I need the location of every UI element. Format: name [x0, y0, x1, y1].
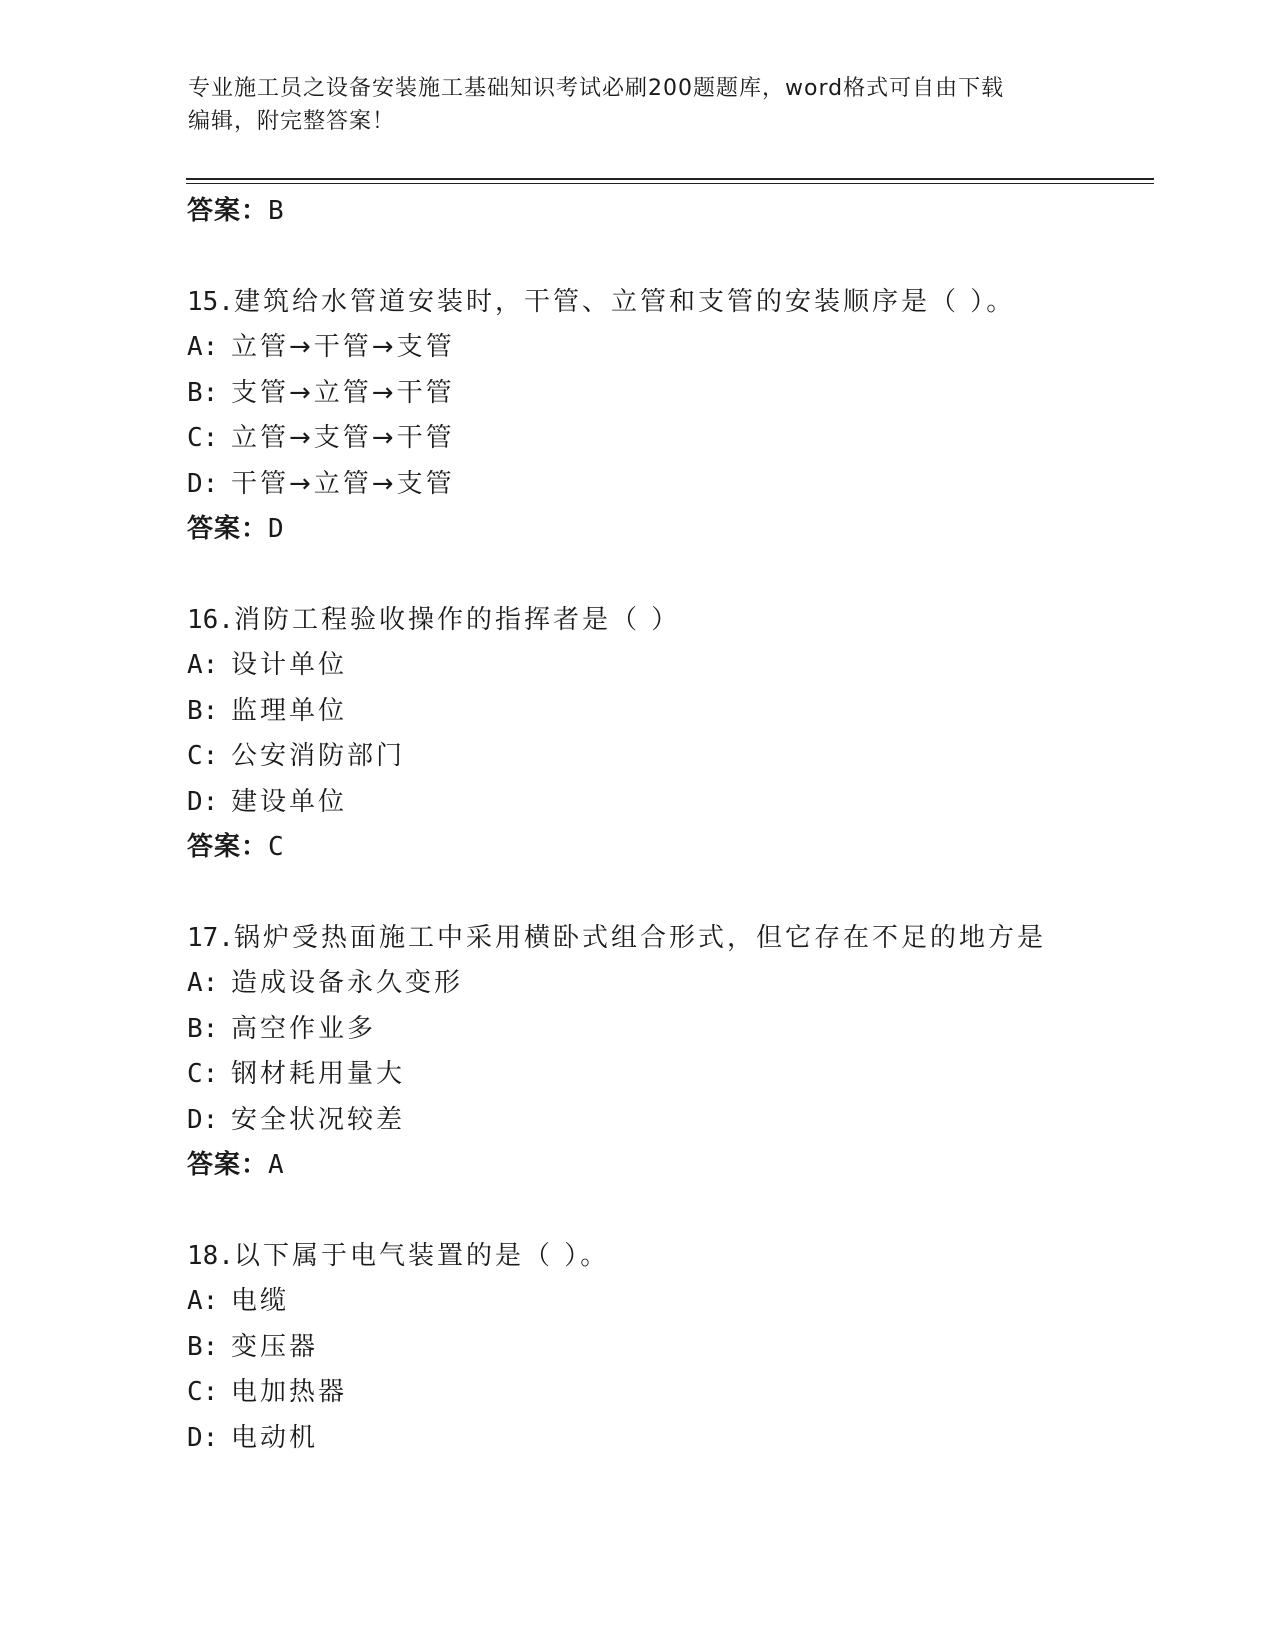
option-b: [187, 689, 1147, 735]
option-key: B:: [187, 1013, 219, 1044]
answer-value: D: [268, 514, 285, 544]
question-text: [187, 280, 1147, 325]
option-text: 干管→立管→支管: [231, 468, 455, 499]
question-block: [187, 1234, 1147, 1461]
option-c: [187, 734, 1147, 780]
option-text: 电动机: [231, 1422, 319, 1453]
option-key: A:: [187, 650, 219, 680]
option-text: 公安消防部门: [231, 741, 406, 771]
option-a: [187, 961, 1147, 1007]
answer-line: [187, 825, 1147, 870]
option-text: 支管→立管→干管: [231, 377, 455, 408]
option-key: B:: [187, 695, 219, 726]
option-d: [187, 1098, 1147, 1144]
question-text: [187, 916, 1147, 961]
option-text: 电加热器: [231, 1377, 348, 1407]
option-text: 造成设备永久变形: [231, 968, 464, 998]
option-text: 安全状况较差: [231, 1104, 406, 1135]
option-c: [187, 1052, 1147, 1098]
option-a: [187, 1279, 1147, 1325]
option-text: 高空作业多: [231, 1013, 377, 1044]
question-block: [187, 916, 1147, 1188]
option-key: D:: [187, 786, 219, 817]
option-c: [187, 1370, 1147, 1416]
answer-value: C: [268, 832, 285, 862]
question-number: 16.: [187, 605, 234, 635]
option-text: 电缆: [231, 1286, 290, 1316]
answer-label: 答案：: [187, 196, 269, 226]
option-b: [187, 371, 1147, 417]
option-text: 建设单位: [231, 786, 348, 817]
question-block: [187, 598, 1147, 870]
option-key: D:: [187, 468, 219, 499]
option-text: 立管→支管→干管: [231, 423, 455, 453]
answer-value: B: [268, 196, 285, 226]
answer-label: 答案：: [187, 832, 269, 862]
option-text: 设计单位: [231, 650, 348, 680]
header-divider: [186, 178, 1154, 180]
option-text: 变压器: [231, 1331, 319, 1362]
option-a: [187, 643, 1147, 689]
answer-value: A: [268, 1150, 285, 1180]
option-d: [187, 462, 1147, 508]
header-title-line-2: 编辑，附完整答案！: [188, 109, 396, 134]
question-text: [187, 598, 1147, 643]
option-text: 立管→干管→支管: [231, 332, 455, 362]
question-stem: 消防工程验收操作的指挥者是（ ）: [233, 605, 681, 635]
option-key: B:: [187, 377, 219, 408]
question-stem: 建筑给水管道安装时，干管、立管和支管的安装顺序是（ ）。: [233, 287, 1016, 317]
option-key: A:: [187, 1286, 219, 1316]
option-key: A:: [187, 968, 219, 998]
option-b: [187, 1325, 1147, 1371]
option-key: B:: [187, 1331, 219, 1362]
option-d: [187, 780, 1147, 826]
header-divider-thin: [186, 183, 1154, 184]
option-key: C:: [187, 423, 219, 453]
option-a: [187, 325, 1147, 371]
header-title-line-1: 专业施工员之设备安装施工基础知识考试必刷200题题库，word格式可自由下载: [188, 76, 1005, 101]
option-key: C:: [187, 1059, 219, 1089]
question-list: [187, 189, 1147, 1461]
answer-line: [187, 1143, 1147, 1188]
option-d: [187, 1416, 1147, 1462]
option-c: [187, 416, 1147, 462]
question-number: 15.: [187, 287, 234, 317]
option-key: D:: [187, 1104, 219, 1135]
answer-label: 答案：: [187, 1150, 269, 1180]
question-text: [187, 1234, 1147, 1279]
question-stem: 以下属于电气装置的是（ ）。: [233, 1241, 610, 1271]
option-key: A:: [187, 332, 219, 362]
option-key: C:: [187, 741, 219, 771]
question-number: 18.: [187, 1241, 234, 1271]
option-key: C:: [187, 1377, 219, 1407]
answer-line: [187, 507, 1147, 552]
document-header: [188, 72, 1068, 138]
question-block: [187, 280, 1147, 552]
option-b: [187, 1007, 1147, 1053]
option-key: D:: [187, 1422, 219, 1453]
option-text: 钢材耗用量大: [231, 1059, 406, 1089]
option-text: 监理单位: [231, 695, 348, 726]
answer-line: [187, 189, 1147, 234]
answer-label: 答案：: [187, 514, 269, 544]
question-number: 17.: [187, 923, 234, 953]
question-stem: 锅炉受热面施工中采用横卧式组合形式，但它存在不足的地方是: [233, 923, 1046, 953]
